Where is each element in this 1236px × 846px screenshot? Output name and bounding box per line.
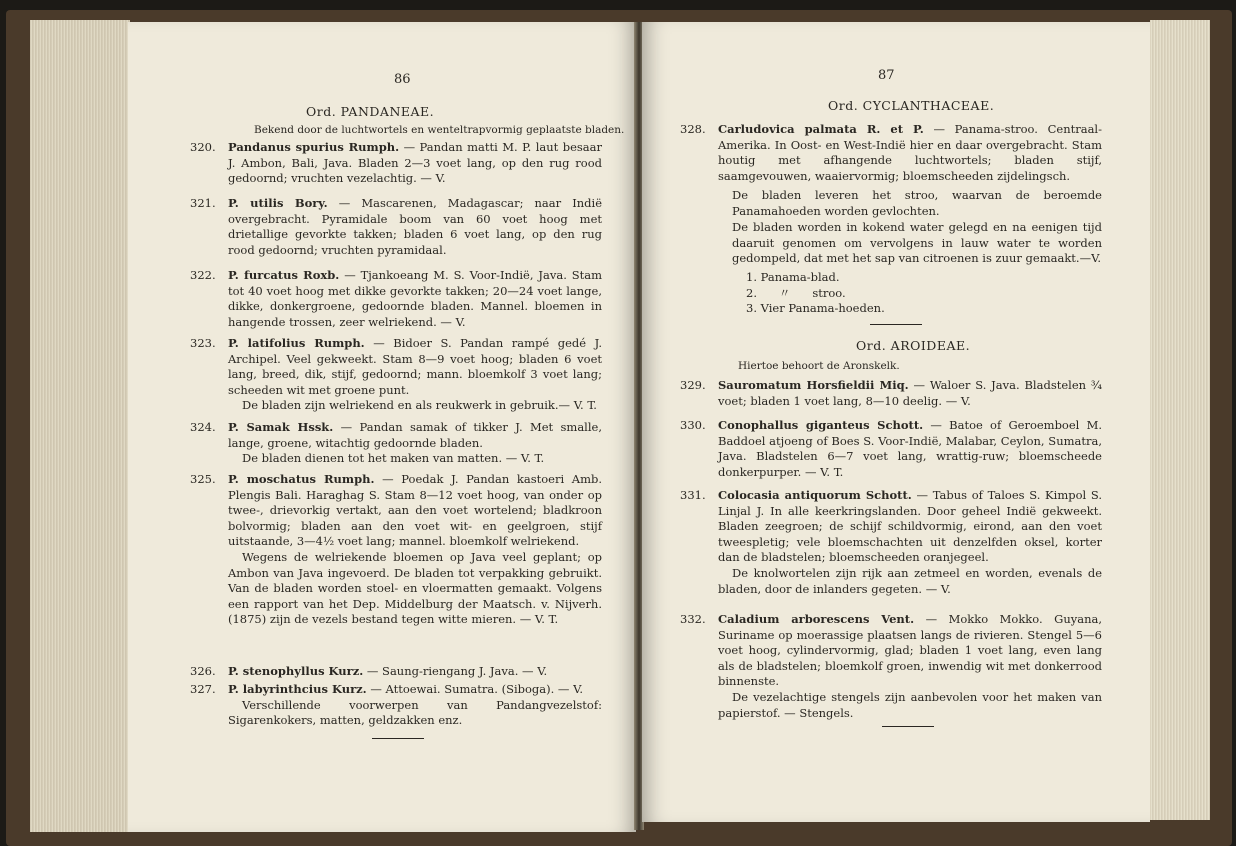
- entry-extra: Wegens de welriekende bloemen op Java veel geplant; op Ambon van Java ingevoerd. De bladen tot verpakking gebruikt. Van de bladen worden stoel- en vloermatten gemaakt. Volgens een rapport van het Dep. Middelburg der Maatsch. v. Nijverh. (1875) zijn de vezels bestand tegen witte mieren. — V. T.: [228, 549, 602, 627]
- entry-329: [680, 378, 1102, 409]
- species-name: P. Samak Hssk.: [228, 420, 334, 434]
- page-number: 87: [878, 68, 895, 83]
- entry-322: [190, 268, 602, 330]
- species-name: P. labyrinthcius Kurz.: [228, 682, 367, 696]
- species-name: P. furcatus Roxb.: [228, 268, 340, 282]
- order-title: Ord. PANDANEAE.: [306, 104, 435, 119]
- entry-number: 327.: [190, 682, 216, 696]
- entry-number: 331.: [680, 488, 706, 502]
- order-title-2: Ord. AROIDEAE.: [856, 338, 971, 353]
- entry-number: 320.: [190, 140, 216, 154]
- species-name: Pandanus spurius Rumph.: [228, 140, 400, 154]
- entry-extra: De bladen zijn welriekend en als reukwerk in gebruik.— V. T.: [242, 398, 597, 413]
- end-rule: [372, 738, 424, 739]
- entry-326: [190, 664, 602, 680]
- entry-extra: De vezelachtige stengels zijn aanbevolen voor het maken van papierstof. — Stengels.: [718, 689, 1102, 720]
- page-edges-left: [30, 20, 130, 832]
- specimen-list: [746, 270, 1046, 317]
- species-name: P. stenophyllus Kurz.: [228, 664, 364, 678]
- entry-text: — Bidoer S. Pandan rampé gedé J. Archipel. Veel gekweekt. Stam 8—9 voet hoog; bladen 6 voet lang, breed, dik, stijf, gedoornd; mann. bloemkolf 3 voet lang; scheeden wit met groene punt.: [228, 336, 602, 397]
- species-name: Carludovica palmata R. et P.: [718, 122, 924, 136]
- species-name: Caladium arborescens Vent.: [718, 612, 915, 626]
- entry-328: [680, 122, 1102, 184]
- list-item: 3. Vier Panama-hoeden.: [746, 301, 885, 316]
- entry-number: 332.: [680, 612, 706, 626]
- order-note: Bekend door de luchtwortels en wenteltrapvormig geplaatste bladen.: [254, 124, 625, 136]
- list-item: 1. Panama-blad.: [746, 270, 840, 284]
- entry-number: 326.: [190, 664, 216, 678]
- entry-number: 328.: [680, 122, 706, 136]
- species-name: Sauromatum Horsfieldii Miq.: [718, 378, 909, 392]
- entry-number: 330.: [680, 418, 706, 432]
- entry-text: — Waloer S. Java. Bladstelen ¾ voet; bladen 1 voet lang, 8—10 deelig. — V.: [718, 378, 1103, 408]
- order-title: Ord. CYCLANTHACEAE.: [828, 98, 995, 113]
- entry-text: — Pandan samak of tikker J. Met smalle, lange, groene, witachtig gedoornde bladen.: [228, 420, 603, 450]
- entry-330: [680, 418, 1102, 480]
- entry-327: [190, 682, 602, 729]
- entry-text: — Pandan matti M. P. laut besaar J. Ambon, Bali, Java. Bladen 2—3 voet lang, op den rug rood gedoornd; vruchten vezelachtig. — V.: [228, 140, 602, 186]
- entry-number: 329.: [680, 378, 706, 392]
- entry-323: [190, 336, 602, 414]
- paragraph-1: De bladen leveren het stroo, waarvan de beroemde Panamahoeden worden gevlochten.: [732, 188, 1102, 218]
- entry-number: 322.: [190, 268, 216, 282]
- entry-324: [190, 420, 602, 467]
- entry-text: — Mascarenen, Madagascar; naar Indië overgebracht. Pyramidale boom van 60 voet hoog met drietallige gevorkte takken; bladen 6 voet lang, op den rug rood gedoornd; vruchten pyramidaal.: [228, 196, 603, 257]
- entry-325: [190, 472, 602, 628]
- right-page: [642, 22, 1150, 822]
- order-note-2: Hiertoe behoort de Aronskelk.: [738, 360, 900, 372]
- entry-text: — Poedak J. Pandan kastoeri Amb. Plengis Bali. Haraghag S. Stam 8—12 voet hoog, van onder op twee-, drievorkig vertakt, aan den voet wortelend; bladkroon bolvormig; bladen aan den voet wit- en geelgroen, stijf uitstaande, 3—4½ voet lang; mannel. bloemkolf welriekend.: [228, 472, 602, 549]
- entry-extra: De knolwortelen zijn rijk aan zetmeel en worden, evenals de bladen, door de inlanders gegeten. — V.: [718, 565, 1102, 596]
- entry-extra: Verschillende voorwerpen van Pandangvezelstof: Sigarenkokers, matten, geldzakken enz.: [228, 697, 602, 728]
- entry-number: 324.: [190, 420, 216, 434]
- species-name: P. moschatus Rumph.: [228, 472, 375, 486]
- entry-text: — Tjankoeang M. S. Voor-Indië, Java. Stam tot 40 voet hoog met dikke gevorkte takken; 20—24 voet lange, dikke, donkergroene, gedoornde bladen. Mannel. bloemen in hangende trossen, zeer welriekend. — V.: [228, 268, 602, 329]
- entry-text: — Panama-stroo. Centraal-Amerika. In Oost- en West-Indië hier en daar overgebracht. Stam houtig met afhangende luchtwortels; bladen stijf, saamgevouwen, waaiervormig; bloemscheeden zijdelingsch.: [718, 122, 1102, 183]
- entry-extra: De bladen dienen tot het maken van matten. — V. T.: [242, 451, 545, 466]
- entry-number: 321.: [190, 196, 216, 210]
- page-number: 86: [394, 72, 411, 87]
- entry-text: — Saung-riengang J. Java. — V.: [366, 664, 548, 678]
- page-edges-right: [1150, 20, 1210, 820]
- entry-number: 325.: [190, 472, 216, 486]
- left-page: [128, 22, 636, 832]
- paragraph-2: De bladen worden in kokend water gelegd en na eenigen tijd daaruit genomen om vervolgens in lauw water te worden gedompeld, dat met het sap van citroenen is zuur gemaakt.—V.: [732, 220, 1102, 266]
- entry-text: — Batoe of Geroemboel M. Baddoel atjoeng of Boes S. Voor-Indië, Malabar, Ceylon, Sumatra, Java. Bladstelen 6—7 voet lang, wrattig-ruw; bloemscheede donkerpurper. — V. T.: [718, 418, 1103, 479]
- entry-text: — Attoewai. Sumatra. (Siboga). — V.: [370, 682, 584, 696]
- entry-321: [190, 196, 602, 258]
- end-rule: [882, 726, 934, 727]
- entry-332: [680, 612, 1102, 721]
- list-item: 2. 〃 stroo.: [746, 285, 846, 300]
- species-name: P. utilis Bory.: [228, 196, 328, 210]
- entry-number: 323.: [190, 336, 216, 350]
- section-rule: [870, 324, 922, 325]
- species-name: Conophallus giganteus Schott.: [718, 418, 924, 432]
- entry-text: — Tabus of Taloes S. Kimpol S. Linjal J. In alle keerkringslanden. Door geheel Indië gekweekt. Bladen zeegroen; de schijf schildvormig, eirond, aan den voet tweespletig; vele bloemschachten uit denzelfden oksel, korter dan de bladstelen; bloemscheeden oranjegeel.: [718, 488, 1103, 565]
- entry-331: [680, 488, 1102, 597]
- species-name: P. latifolius Rumph.: [228, 336, 365, 350]
- entry-320: [190, 140, 602, 187]
- species-name: Colocasia antiquorum Schott.: [718, 488, 912, 502]
- entry-text: — Mokko Mokko. Guyana, Suriname op moerassige plaatsen langs de rivieren. Stengel 5—6 voet hoog, cylindervormig, glad; bladen 1 voet lang, even lang als de bladstelen; bloemkolf groen, inwendig wit met donkerrood binnenste.: [718, 612, 1102, 689]
